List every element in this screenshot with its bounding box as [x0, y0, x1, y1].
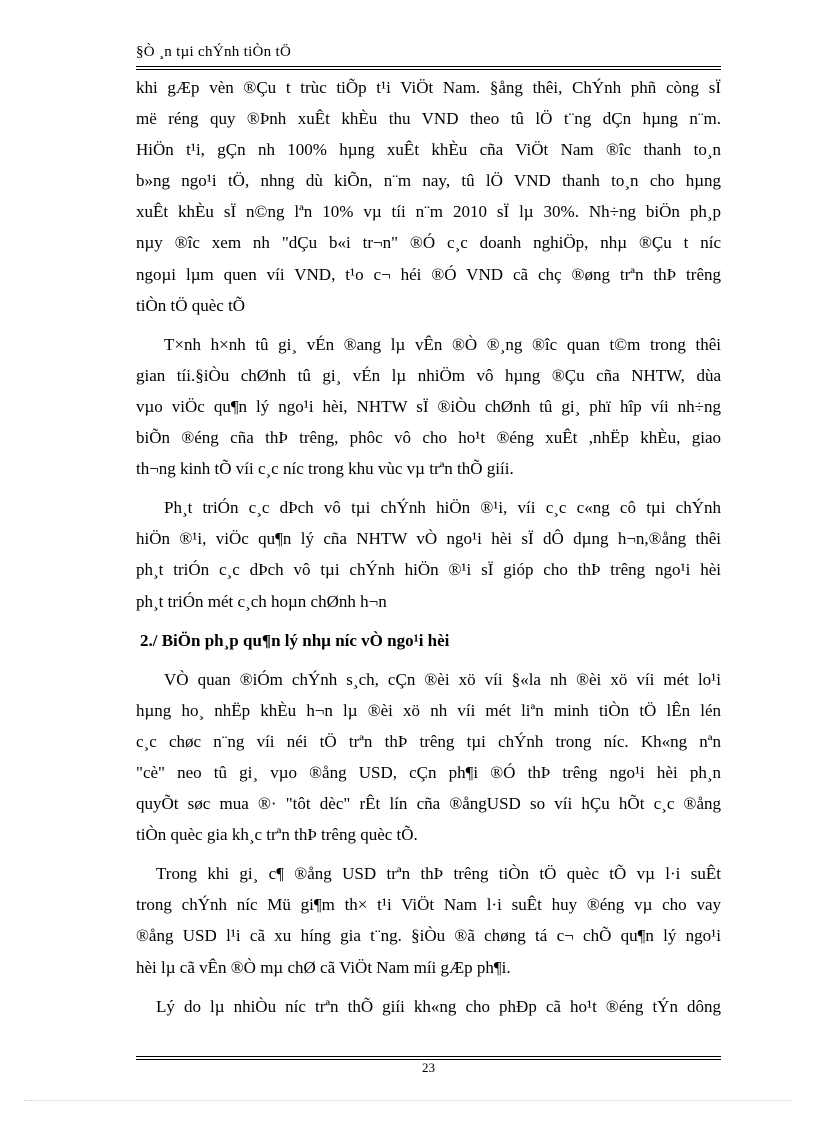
text-line: T×nh h×nh tû gi¸ vÉn ®ang lµ vÊn ®Ò ®¸ng ®îc quan t©m trong thêi — [164, 334, 721, 354]
text-line: b»ng ngo¹i tÖ, nhng dù kiÕn, n¨m nay, tû lÖ VND thanh to¸n cho hµng — [136, 171, 721, 191]
text-line: "cè" neo tû gi¸ vµo ®ång USD, cÇn ph¶i ®Ó thÞ trêng ngo¹i hèi ph¸n — [136, 762, 721, 782]
text-line: hiÖn ®¹i, viÖc qu¶n lý cña NHTW vÒ ngo¹i hèi sÏ dÔ dµng h¬n,®ång thêi — [136, 529, 721, 549]
running-header: §Ò ¸n tµi chÝnh tiÒn tÖ — [136, 44, 292, 60]
section-heading: 2./ BiÖn ph¸p qu¶n lý nhµ níc vÒ ngo¹i hèi — [140, 630, 450, 650]
text-line: ®ång USD l¹i cã xu híng gia t¨ng. §iÒu ®ã chøng tá c¬ chÕ qu¶n lý ngo¹i — [136, 926, 721, 946]
text-line: HiÖn t¹i, gÇn nh 100% hµng xuÊt khÈu cña ViÖt Nam ®îc thanh to¸n — [136, 140, 721, 160]
text-line: biÕn ®éng cña thÞ trêng, phôc vô cho ho¹t ®éng xuÊt ,nhËp khÈu, giao — [136, 428, 721, 448]
header-rule — [136, 66, 721, 67]
paragraph-gap — [136, 617, 721, 625]
text-line: ngoµi lµm quen víi VND, t¹o c¬ héi ®Ó VND cã chç ®øng trªn thÞ trêng — [136, 264, 721, 284]
text-line: nµy ®îc xem nh "dÇu b«i tr¬n" ®Ó c¸c doanh nghiÖp, nhµ ®Çu t níc — [136, 233, 721, 253]
text-line: xuÊt khÈu sÏ n©ng lªn 10% vµ tíi n¨m 2010 sÏ lµ 30%. Nh÷ng biÖn ph¸p — [136, 202, 721, 222]
text-line: hèi lµ cã vÊn ®Ò mµ chØ cã ViÖt Nam míi gÆp ph¶i. — [136, 957, 511, 977]
paragraph-gap — [136, 850, 721, 858]
footer-rule — [136, 1056, 721, 1057]
paragraph-gap — [136, 321, 721, 329]
page-edge — [24, 1100, 792, 1101]
text-line: gian tíi.§iÒu chØnh tû gi¸ vÉn lµ nhiÖm vô hµng ®Çu cña NHTW, dùa — [136, 365, 721, 385]
text-line: më réng quy ®Þnh xuÊt khÈu thu VND theo tû lÖ t¨ng dÇn hµng n¨m. — [136, 109, 721, 129]
text-line: Lý do lµ nhiÒu níc trªn thÕ giíi kh«ng cho phÐp cã ho¹t ®éng tÝn dông — [156, 996, 721, 1016]
page-body — [136, 72, 721, 1022]
text-line: th¬ng kinh tÕ víi c¸c níc trong khu vùc vµ trªn thÕ giíi. — [136, 459, 514, 479]
text-line: tiÒn tÖ quèc tÕ — [136, 295, 246, 315]
text-line: ph¸t triÓn c¸c dÞch vô tµi chÝnh hiÖn ®¹i sÏ gióp cho thÞ trêng ngo¹i hèi — [136, 560, 721, 580]
text-line: hµng ho¸ nhËp khÈu h¬n lµ ®èi xö nh víi mét liªn minh tiÒn tÖ lÊn lén — [136, 700, 721, 720]
text-line: vµo viÖc qu¶n lý ngo¹i hèi, NHTW sÏ ®iÒu chØnh tû gi¸ phï hîp víi nh÷ng — [136, 396, 721, 416]
text-line: khi gÆp vèn ®Çu t trùc tiÕp t¹i ViÖt Nam. §ång thêi, ChÝnh phñ còng sÏ — [136, 78, 721, 97]
text-line: Trong khi gi¸ c¶ ®ång USD trªn thÞ trêng tiÒn tÖ quèc tÕ vµ l·i suÊt — [156, 864, 721, 884]
header-rule-inner — [136, 69, 721, 70]
paragraph-gap — [136, 484, 721, 492]
text-line: quyÕt søc mua ®· "tôt dèc" rÊt lín cña ®ångUSD so víi hÇu hÕt c¸c ®ång — [136, 794, 721, 814]
text-line: VÒ quan ®iÓm chÝnh s¸ch, cÇn ®èi xö víi §«la nh ®èi xö víi mét lo¹i — [164, 669, 721, 689]
text-line: c¸c chøc n¨ng víi néi tÖ trªn thÞ trêng tµi chÝnh trong níc. Kh«ng nªn — [136, 731, 721, 751]
text-line: tiÒn quèc gia kh¸c trªn thÞ trêng quèc tÕ. — [136, 825, 418, 845]
text-line: ph¸t triÓn mét c¸ch hoµn chØnh h¬n — [136, 591, 387, 611]
paragraph-gap — [136, 983, 721, 991]
page-number: 23 — [422, 1060, 435, 1075]
paragraph-gap — [136, 656, 721, 664]
text-line: trong chÝnh níc Mü gi¶m th× t¹i ViÖt Nam l·i suÊt huy ®éng vµ cho vay — [136, 895, 721, 915]
text-line: Ph¸t triÓn c¸c dÞch vô tµi chÝnh hiÖn ®¹i, víi c¸c c«ng cô tµi chÝnh — [164, 498, 721, 518]
